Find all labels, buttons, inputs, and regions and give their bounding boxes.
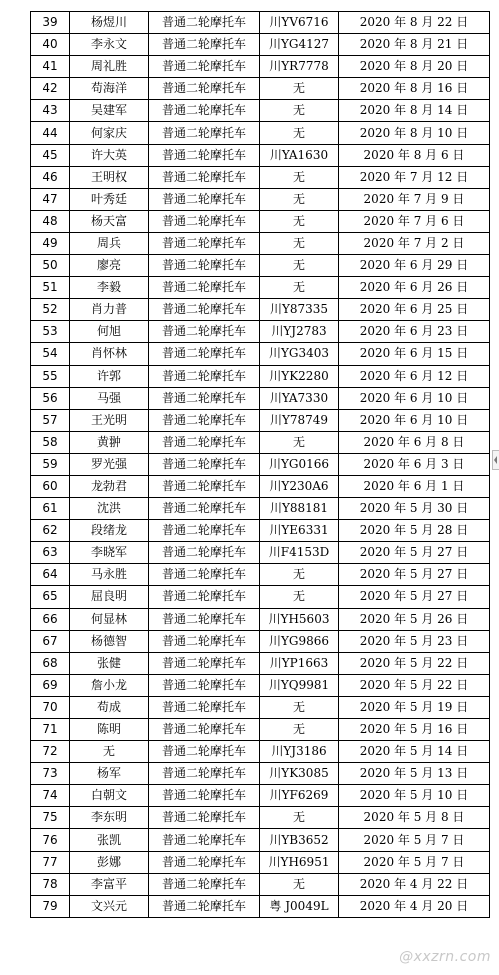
vehicle-type-cell: 普通二轮摩托车 bbox=[149, 188, 260, 210]
vehicle-type-cell: 普通二轮摩托车 bbox=[149, 122, 260, 144]
row-number-cell: 51 bbox=[31, 277, 70, 299]
row-number-cell: 79 bbox=[31, 895, 70, 917]
vehicle-type-cell: 普通二轮摩托车 bbox=[149, 719, 260, 741]
table-row bbox=[31, 674, 490, 696]
record-date-cell: 2020 年 8 月 14 日 bbox=[339, 100, 490, 122]
table-row bbox=[31, 453, 490, 475]
table-row bbox=[31, 255, 490, 277]
owner-name-cell: 廖亮 bbox=[70, 255, 149, 277]
vehicle-type-cell: 普通二轮摩托车 bbox=[149, 763, 260, 785]
vehicle-type-cell: 普通二轮摩托车 bbox=[149, 409, 260, 431]
record-date-cell: 2020 年 5 月 19 日 bbox=[339, 696, 490, 718]
record-date-cell: 2020 年 5 月 7 日 bbox=[339, 829, 490, 851]
owner-name-cell: 周兵 bbox=[70, 232, 149, 254]
vehicle-type-cell: 普通二轮摩托车 bbox=[149, 78, 260, 100]
record-date-cell: 2020 年 5 月 22 日 bbox=[339, 652, 490, 674]
plate-number-cell: 川YK3085 bbox=[260, 763, 339, 785]
table-row bbox=[31, 409, 490, 431]
row-number-cell: 40 bbox=[31, 34, 70, 56]
plate-number-cell: 川Y230A6 bbox=[260, 475, 339, 497]
table-row bbox=[31, 56, 490, 78]
row-number-cell: 75 bbox=[31, 807, 70, 829]
table-row bbox=[31, 719, 490, 741]
record-date-cell: 2020 年 5 月 8 日 bbox=[339, 807, 490, 829]
plate-number-cell: 川YH6951 bbox=[260, 851, 339, 873]
vehicle-type-cell: 普通二轮摩托车 bbox=[149, 895, 260, 917]
plate-number-cell: 川YP1663 bbox=[260, 652, 339, 674]
plate-number-cell: 川YR7778 bbox=[260, 56, 339, 78]
owner-name-cell: 何家庆 bbox=[70, 122, 149, 144]
record-date-cell: 2020 年 8 月 21 日 bbox=[339, 34, 490, 56]
owner-name-cell: 罗光强 bbox=[70, 453, 149, 475]
record-date-cell: 2020 年 7 月 2 日 bbox=[339, 232, 490, 254]
vehicle-type-cell: 普通二轮摩托车 bbox=[149, 475, 260, 497]
record-date-cell: 2020 年 8 月 6 日 bbox=[339, 144, 490, 166]
owner-name-cell: 苟海洋 bbox=[70, 78, 149, 100]
row-number-cell: 72 bbox=[31, 741, 70, 763]
table-row bbox=[31, 520, 490, 542]
vehicle-type-cell: 普通二轮摩托车 bbox=[149, 299, 260, 321]
row-number-cell: 67 bbox=[31, 630, 70, 652]
record-date-cell: 2020 年 7 月 9 日 bbox=[339, 188, 490, 210]
record-date-cell: 2020 年 6 月 8 日 bbox=[339, 431, 490, 453]
record-date-cell: 2020 年 6 月 1 日 bbox=[339, 475, 490, 497]
owner-name-cell: 李晓军 bbox=[70, 542, 149, 564]
owner-name-cell: 何旭 bbox=[70, 321, 149, 343]
plate-number-cell: 川Y88181 bbox=[260, 498, 339, 520]
table-row bbox=[31, 122, 490, 144]
record-date-cell: 2020 年 5 月 10 日 bbox=[339, 785, 490, 807]
record-date-cell: 2020 年 8 月 10 日 bbox=[339, 122, 490, 144]
vehicle-type-cell: 普通二轮摩托车 bbox=[149, 586, 260, 608]
plate-number-cell: 无 bbox=[260, 564, 339, 586]
row-number-cell: 59 bbox=[31, 453, 70, 475]
table-row bbox=[31, 78, 490, 100]
vehicle-type-cell: 普通二轮摩托车 bbox=[149, 343, 260, 365]
table-row bbox=[31, 696, 490, 718]
record-date-cell: 2020 年 8 月 22 日 bbox=[339, 12, 490, 34]
owner-name-cell: 陈明 bbox=[70, 719, 149, 741]
vehicle-type-cell: 普通二轮摩托车 bbox=[149, 564, 260, 586]
vehicle-type-cell: 普通二轮摩托车 bbox=[149, 34, 260, 56]
owner-name-cell: 屈良明 bbox=[70, 586, 149, 608]
owner-name-cell: 李东明 bbox=[70, 807, 149, 829]
table-row bbox=[31, 166, 490, 188]
table-row bbox=[31, 895, 490, 917]
owner-name-cell: 龙勃君 bbox=[70, 475, 149, 497]
plate-number-cell: 无 bbox=[260, 807, 339, 829]
row-number-cell: 45 bbox=[31, 144, 70, 166]
vehicle-type-cell: 普通二轮摩托车 bbox=[149, 56, 260, 78]
record-date-cell: 2020 年 5 月 28 日 bbox=[339, 520, 490, 542]
registration-table bbox=[30, 11, 490, 918]
plate-number-cell: 川YB3652 bbox=[260, 829, 339, 851]
record-date-cell: 2020 年 6 月 26 日 bbox=[339, 277, 490, 299]
plate-number-cell: 无 bbox=[260, 719, 339, 741]
table-row bbox=[31, 144, 490, 166]
table-row bbox=[31, 608, 490, 630]
owner-name-cell: 吴建军 bbox=[70, 100, 149, 122]
owner-name-cell: 詹小龙 bbox=[70, 674, 149, 696]
vehicle-type-cell: 普通二轮摩托车 bbox=[149, 785, 260, 807]
table-row bbox=[31, 299, 490, 321]
row-number-cell: 52 bbox=[31, 299, 70, 321]
plate-number-cell: 川Y78749 bbox=[260, 409, 339, 431]
vehicle-type-cell: 普通二轮摩托车 bbox=[149, 166, 260, 188]
plate-number-cell: 无 bbox=[260, 696, 339, 718]
plate-number-cell: 无 bbox=[260, 873, 339, 895]
vehicle-type-cell: 普通二轮摩托车 bbox=[149, 277, 260, 299]
plate-number-cell: 川YH5603 bbox=[260, 608, 339, 630]
plate-number-cell: 无 bbox=[260, 100, 339, 122]
vehicle-type-cell: 普通二轮摩托车 bbox=[149, 674, 260, 696]
vehicle-type-cell: 普通二轮摩托车 bbox=[149, 829, 260, 851]
record-date-cell: 2020 年 5 月 14 日 bbox=[339, 741, 490, 763]
plate-number-cell: 川Y87335 bbox=[260, 299, 339, 321]
record-date-cell: 2020 年 5 月 7 日 bbox=[339, 851, 490, 873]
owner-name-cell: 彭娜 bbox=[70, 851, 149, 873]
plate-number-cell: 川YG0166 bbox=[260, 453, 339, 475]
table-row bbox=[31, 763, 490, 785]
vehicle-type-cell: 普通二轮摩托车 bbox=[149, 520, 260, 542]
row-number-cell: 47 bbox=[31, 188, 70, 210]
record-date-cell: 2020 年 5 月 26 日 bbox=[339, 608, 490, 630]
row-number-cell: 58 bbox=[31, 431, 70, 453]
plate-number-cell: 川YK2280 bbox=[260, 365, 339, 387]
owner-name-cell: 李毅 bbox=[70, 277, 149, 299]
row-number-cell: 69 bbox=[31, 674, 70, 696]
table-row bbox=[31, 564, 490, 586]
owner-name-cell: 苟成 bbox=[70, 696, 149, 718]
row-number-cell: 56 bbox=[31, 387, 70, 409]
row-number-cell: 68 bbox=[31, 652, 70, 674]
record-date-cell: 2020 年 5 月 13 日 bbox=[339, 763, 490, 785]
table-row bbox=[31, 630, 490, 652]
owner-name-cell: 肖怀林 bbox=[70, 343, 149, 365]
owner-name-cell: 无 bbox=[70, 741, 149, 763]
owner-name-cell: 沈洪 bbox=[70, 498, 149, 520]
plate-number-cell: 无 bbox=[260, 586, 339, 608]
table-row bbox=[31, 232, 490, 254]
vehicle-type-cell: 普通二轮摩托车 bbox=[149, 652, 260, 674]
record-date-cell: 2020 年 6 月 29 日 bbox=[339, 255, 490, 277]
vehicle-type-cell: 普通二轮摩托车 bbox=[149, 431, 260, 453]
record-date-cell: 2020 年 6 月 15 日 bbox=[339, 343, 490, 365]
row-number-cell: 76 bbox=[31, 829, 70, 851]
table-row bbox=[31, 12, 490, 34]
table-row bbox=[31, 586, 490, 608]
plate-number-cell: 川YG9866 bbox=[260, 630, 339, 652]
record-date-cell: 2020 年 5 月 16 日 bbox=[339, 719, 490, 741]
plate-number-cell: 粤 J0049L bbox=[260, 895, 339, 917]
vehicle-type-cell: 普通二轮摩托车 bbox=[149, 321, 260, 343]
row-number-cell: 41 bbox=[31, 56, 70, 78]
table-row bbox=[31, 431, 490, 453]
record-date-cell: 2020 年 5 月 30 日 bbox=[339, 498, 490, 520]
table-body bbox=[31, 12, 490, 918]
row-number-cell: 57 bbox=[31, 409, 70, 431]
plate-number-cell: 川YF6269 bbox=[260, 785, 339, 807]
table-row bbox=[31, 851, 490, 873]
row-number-cell: 48 bbox=[31, 210, 70, 232]
owner-name-cell: 杨煜川 bbox=[70, 12, 149, 34]
vehicle-type-cell: 普通二轮摩托车 bbox=[149, 741, 260, 763]
vehicle-type-cell: 普通二轮摩托车 bbox=[149, 498, 260, 520]
table-row bbox=[31, 542, 490, 564]
row-number-cell: 54 bbox=[31, 343, 70, 365]
vehicle-type-cell: 普通二轮摩托车 bbox=[149, 608, 260, 630]
owner-name-cell: 张健 bbox=[70, 652, 149, 674]
owner-name-cell: 杨军 bbox=[70, 763, 149, 785]
record-date-cell: 2020 年 5 月 27 日 bbox=[339, 564, 490, 586]
table-row bbox=[31, 321, 490, 343]
table-row bbox=[31, 277, 490, 299]
owner-name-cell: 叶秀廷 bbox=[70, 188, 149, 210]
plate-number-cell: 川YG3403 bbox=[260, 343, 339, 365]
vehicle-type-cell: 普通二轮摩托车 bbox=[149, 542, 260, 564]
owner-name-cell: 李富平 bbox=[70, 873, 149, 895]
table-row bbox=[31, 365, 490, 387]
owner-name-cell: 黄翀 bbox=[70, 431, 149, 453]
vehicle-type-cell: 普通二轮摩托车 bbox=[149, 144, 260, 166]
vehicle-type-cell: 普通二轮摩托车 bbox=[149, 100, 260, 122]
record-date-cell: 2020 年 8 月 16 日 bbox=[339, 78, 490, 100]
owner-name-cell: 王明权 bbox=[70, 166, 149, 188]
record-date-cell: 2020 年 6 月 10 日 bbox=[339, 387, 490, 409]
vehicle-type-cell: 普通二轮摩托车 bbox=[149, 232, 260, 254]
table-row bbox=[31, 188, 490, 210]
record-date-cell: 2020 年 6 月 12 日 bbox=[339, 365, 490, 387]
owner-name-cell: 文兴元 bbox=[70, 895, 149, 917]
table-row bbox=[31, 807, 490, 829]
row-number-cell: 61 bbox=[31, 498, 70, 520]
plate-number-cell: 川YE6331 bbox=[260, 520, 339, 542]
vehicle-type-cell: 普通二轮摩托车 bbox=[149, 630, 260, 652]
owner-name-cell: 周礼胜 bbox=[70, 56, 149, 78]
table-row bbox=[31, 741, 490, 763]
table-row bbox=[31, 387, 490, 409]
vehicle-type-cell: 普通二轮摩托车 bbox=[149, 12, 260, 34]
owner-name-cell: 许郭 bbox=[70, 365, 149, 387]
plate-number-cell: 川YQ9981 bbox=[260, 674, 339, 696]
owner-name-cell: 马永胜 bbox=[70, 564, 149, 586]
table-row bbox=[31, 829, 490, 851]
vehicle-type-cell: 普通二轮摩托车 bbox=[149, 851, 260, 873]
table-row bbox=[31, 652, 490, 674]
row-number-cell: 49 bbox=[31, 232, 70, 254]
row-number-cell: 50 bbox=[31, 255, 70, 277]
vehicle-type-cell: 普通二轮摩托车 bbox=[149, 365, 260, 387]
plate-number-cell: 无 bbox=[260, 210, 339, 232]
plate-number-cell: 川YA7330 bbox=[260, 387, 339, 409]
table-row bbox=[31, 873, 490, 895]
row-number-cell: 64 bbox=[31, 564, 70, 586]
owner-name-cell: 许大英 bbox=[70, 144, 149, 166]
vehicle-type-cell: 普通二轮摩托车 bbox=[149, 255, 260, 277]
row-number-cell: 66 bbox=[31, 608, 70, 630]
plate-number-cell: 川YV6716 bbox=[260, 12, 339, 34]
owner-name-cell: 肖力普 bbox=[70, 299, 149, 321]
row-number-cell: 53 bbox=[31, 321, 70, 343]
table-row bbox=[31, 498, 490, 520]
record-date-cell: 2020 年 7 月 6 日 bbox=[339, 210, 490, 232]
row-number-cell: 74 bbox=[31, 785, 70, 807]
plate-number-cell: 川YJ2783 bbox=[260, 321, 339, 343]
row-number-cell: 63 bbox=[31, 542, 70, 564]
record-date-cell: 2020 年 6 月 10 日 bbox=[339, 409, 490, 431]
owner-name-cell: 白朝文 bbox=[70, 785, 149, 807]
row-number-cell: 78 bbox=[31, 873, 70, 895]
vehicle-type-cell: 普通二轮摩托车 bbox=[149, 210, 260, 232]
row-number-cell: 42 bbox=[31, 78, 70, 100]
table-row bbox=[31, 34, 490, 56]
row-number-cell: 44 bbox=[31, 122, 70, 144]
row-number-cell: 60 bbox=[31, 475, 70, 497]
table-row bbox=[31, 210, 490, 232]
record-date-cell: 2020 年 5 月 22 日 bbox=[339, 674, 490, 696]
record-date-cell: 2020 年 5 月 27 日 bbox=[339, 586, 490, 608]
plate-number-cell: 无 bbox=[260, 188, 339, 210]
row-number-cell: 73 bbox=[31, 763, 70, 785]
row-number-cell: 77 bbox=[31, 851, 70, 873]
row-number-cell: 62 bbox=[31, 520, 70, 542]
record-date-cell: 2020 年 5 月 23 日 bbox=[339, 630, 490, 652]
vehicle-type-cell: 普通二轮摩托车 bbox=[149, 387, 260, 409]
plate-number-cell: 川YA1630 bbox=[260, 144, 339, 166]
plate-number-cell: 无 bbox=[260, 431, 339, 453]
record-date-cell: 2020 年 4 月 20 日 bbox=[339, 895, 490, 917]
row-number-cell: 43 bbox=[31, 100, 70, 122]
row-number-cell: 65 bbox=[31, 586, 70, 608]
plate-number-cell: 川YJ3186 bbox=[260, 741, 339, 763]
row-number-cell: 39 bbox=[31, 12, 70, 34]
owner-name-cell: 杨德智 bbox=[70, 630, 149, 652]
row-number-cell: 46 bbox=[31, 166, 70, 188]
owner-name-cell: 马强 bbox=[70, 387, 149, 409]
owner-name-cell: 杨天富 bbox=[70, 210, 149, 232]
plate-number-cell: 无 bbox=[260, 166, 339, 188]
owner-name-cell: 李永文 bbox=[70, 34, 149, 56]
plate-number-cell: 无 bbox=[260, 122, 339, 144]
plate-number-cell: 川YG4127 bbox=[260, 34, 339, 56]
table-row bbox=[31, 343, 490, 365]
table-row bbox=[31, 785, 490, 807]
vehicle-type-cell: 普通二轮摩托车 bbox=[149, 696, 260, 718]
row-number-cell: 70 bbox=[31, 696, 70, 718]
owner-name-cell: 段绪龙 bbox=[70, 520, 149, 542]
row-number-cell: 71 bbox=[31, 719, 70, 741]
record-date-cell: 2020 年 7 月 12 日 bbox=[339, 166, 490, 188]
record-date-cell: 2020 年 8 月 20 日 bbox=[339, 56, 490, 78]
vehicle-type-cell: 普通二轮摩托车 bbox=[149, 453, 260, 475]
owner-name-cell: 何显林 bbox=[70, 608, 149, 630]
plate-number-cell: 无 bbox=[260, 255, 339, 277]
record-date-cell: 2020 年 6 月 25 日 bbox=[339, 299, 490, 321]
owner-name-cell: 王光明 bbox=[70, 409, 149, 431]
watermark: @xxzrn.com bbox=[399, 949, 491, 965]
record-date-cell: 2020 年 4 月 22 日 bbox=[339, 873, 490, 895]
table-row bbox=[31, 100, 490, 122]
record-date-cell: 2020 年 6 月 23 日 bbox=[339, 321, 490, 343]
owner-name-cell: 张凯 bbox=[70, 829, 149, 851]
plate-number-cell: 无 bbox=[260, 232, 339, 254]
row-number-cell: 55 bbox=[31, 365, 70, 387]
vehicle-type-cell: 普通二轮摩托车 bbox=[149, 873, 260, 895]
plate-number-cell: 川F4153D bbox=[260, 542, 339, 564]
record-date-cell: 2020 年 6 月 3 日 bbox=[339, 453, 490, 475]
plate-number-cell: 无 bbox=[260, 78, 339, 100]
table-row bbox=[31, 475, 490, 497]
record-date-cell: 2020 年 5 月 27 日 bbox=[339, 542, 490, 564]
vehicle-type-cell: 普通二轮摩托车 bbox=[149, 807, 260, 829]
sheet-tab-marker-icon[interactable] bbox=[492, 450, 499, 470]
plate-number-cell: 无 bbox=[260, 277, 339, 299]
